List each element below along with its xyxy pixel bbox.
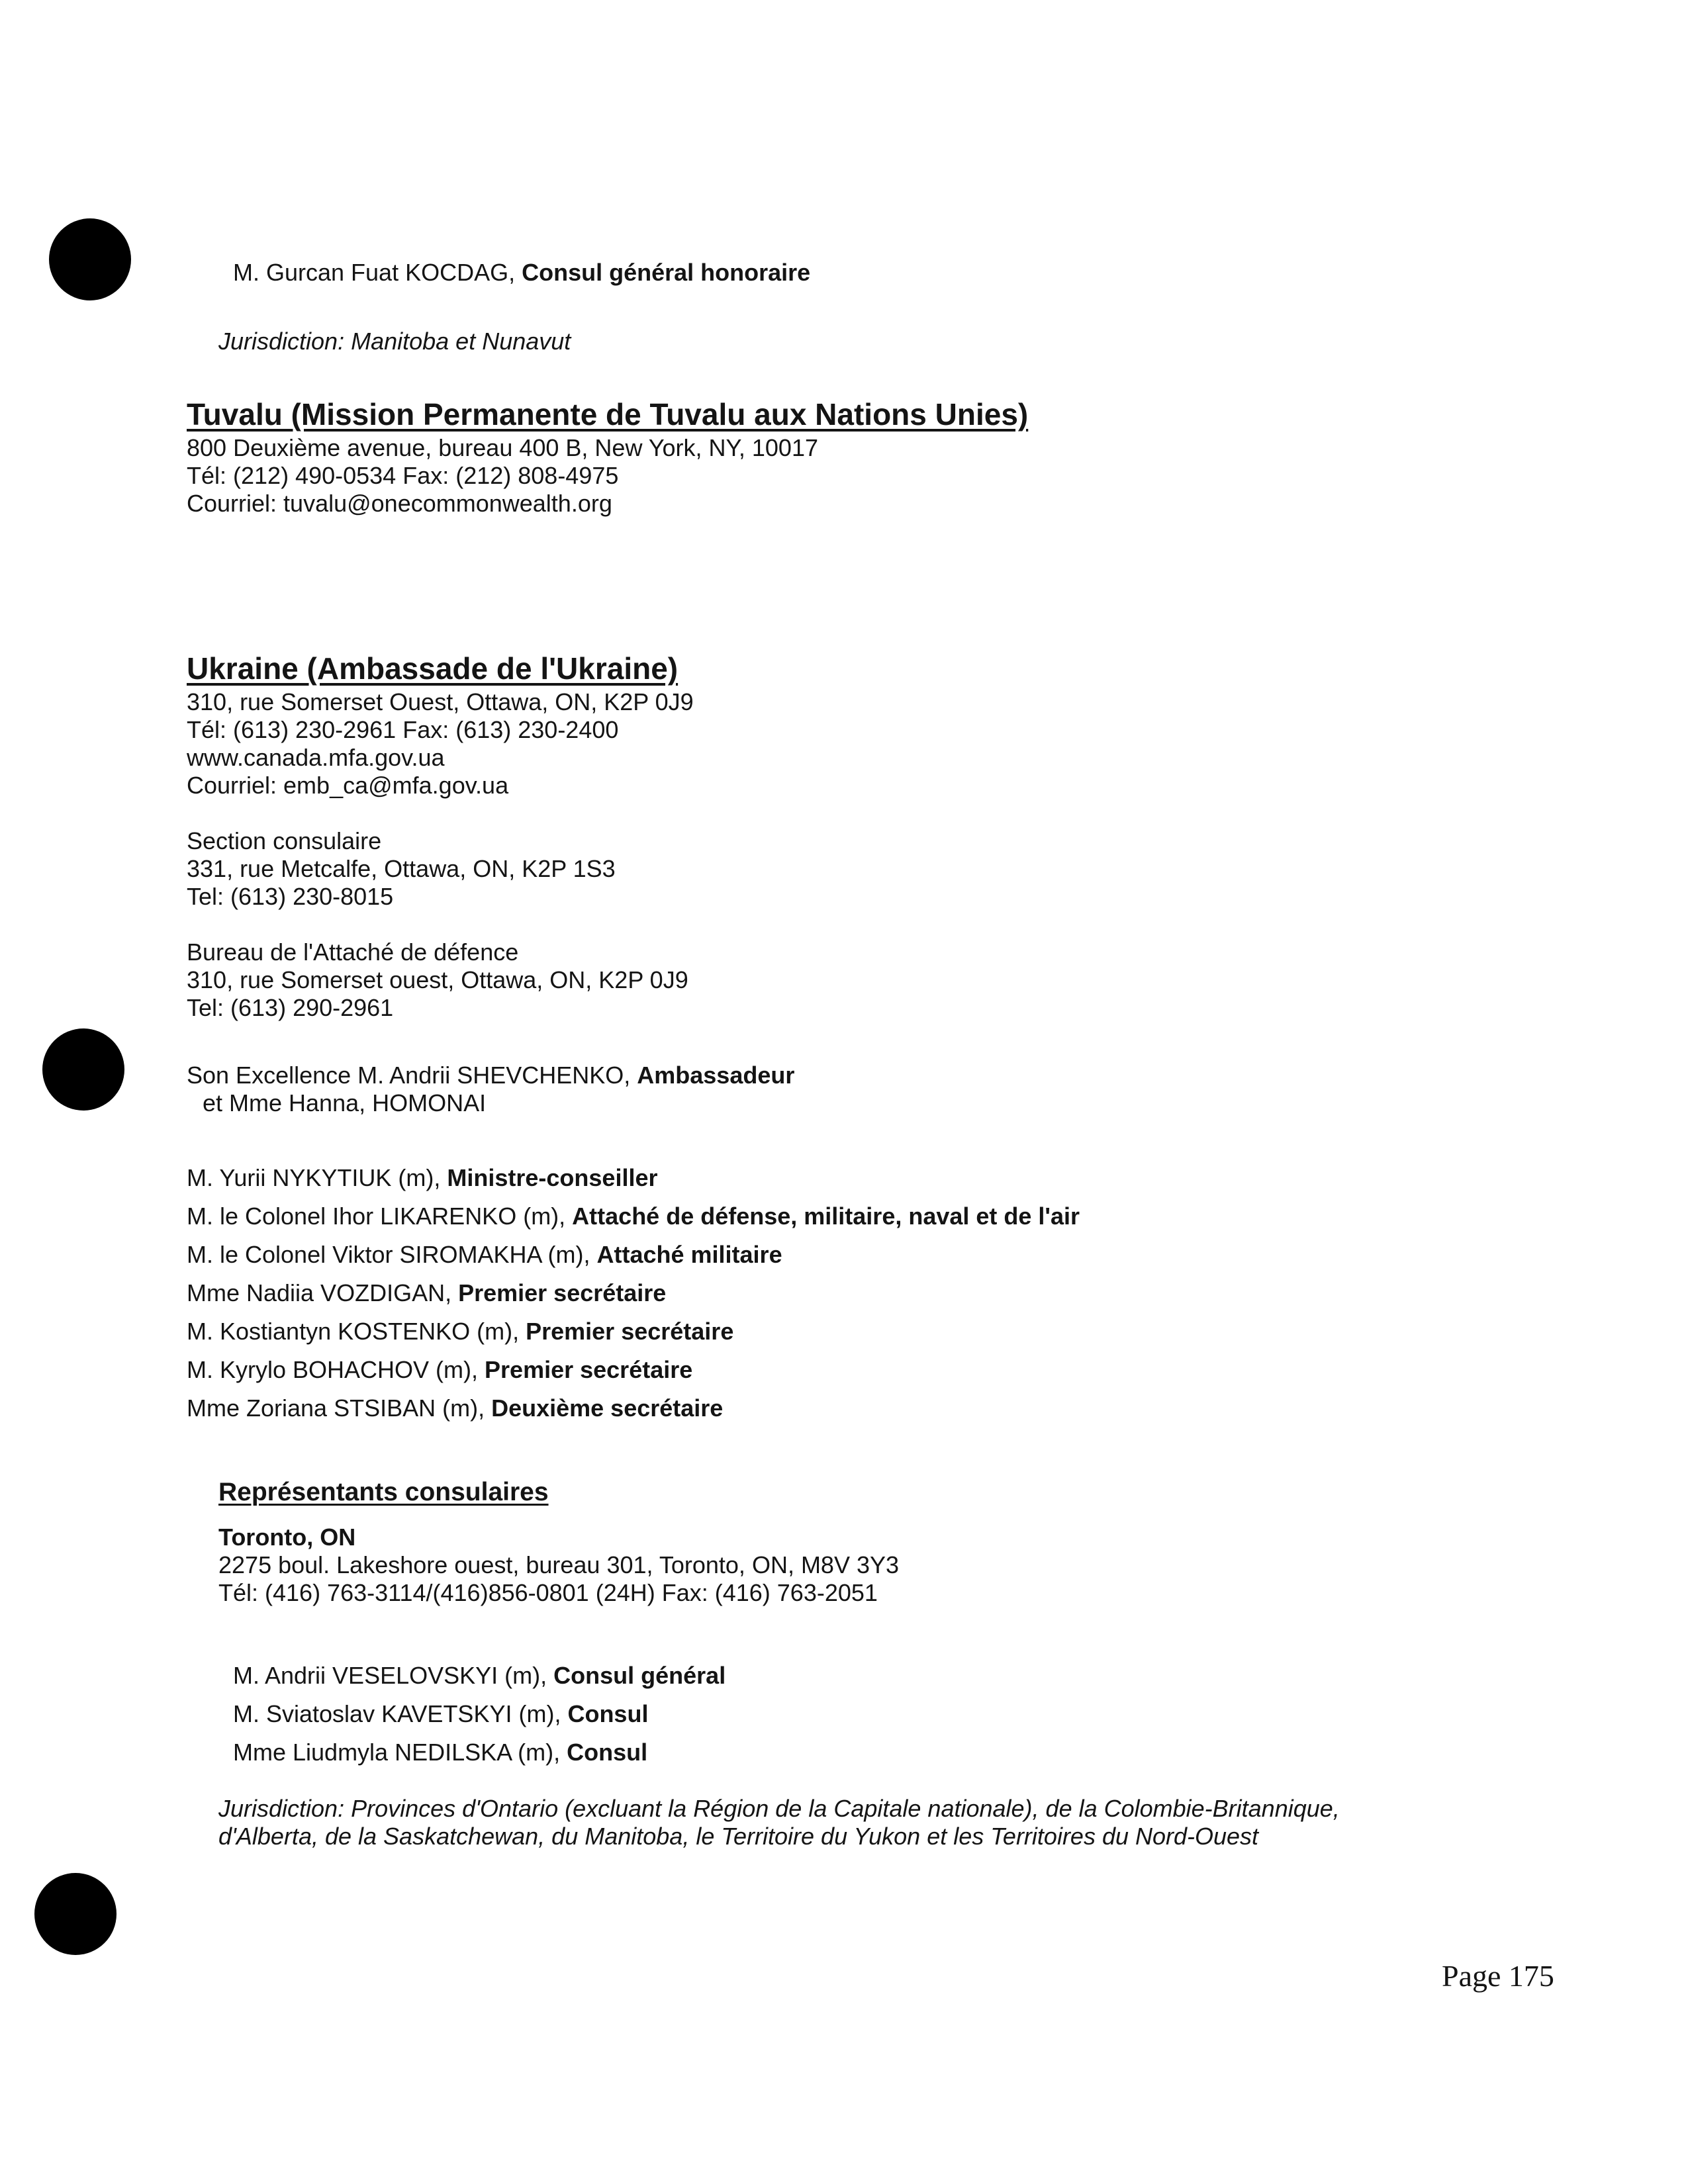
staff-name: M. Kostiantyn KOSTENKO (m),	[187, 1318, 526, 1345]
consular-section-address: 331, rue Metcalfe, Ottawa, ON, K2P 1S3	[187, 855, 616, 882]
ukraine-address-block	[187, 688, 694, 799]
ambassador-title: Ambassadeur	[637, 1062, 795, 1089]
defence-office-phone: Tel: (613) 290-2961	[187, 994, 394, 1021]
consular-reps-heading: Représentants consulaires	[218, 1478, 549, 1506]
staff-title: Attaché de défense, militaire, naval et de l'air	[572, 1203, 1080, 1230]
staff-name: M. Sviatoslav KAVETSKYI (m),	[233, 1700, 568, 1727]
staff-row	[187, 1356, 692, 1384]
staff-title: Attaché militaire	[596, 1241, 782, 1268]
staff-title: Consul	[567, 1739, 648, 1766]
ukraine-address: 310, rue Somerset Ouest, Ottawa, ON, K2P 0J9	[187, 688, 694, 715]
staff-title: Premier secrétaire	[526, 1318, 734, 1345]
staff-title: Premier secrétaire	[458, 1279, 667, 1306]
staff-title: Deuxième secrétaire	[491, 1394, 724, 1422]
consular-section-block	[187, 827, 616, 911]
consular-staff-row	[233, 1739, 647, 1766]
defence-office-title: Bureau de l'Attaché de défence	[187, 938, 519, 966]
consular-staff-row	[233, 1662, 726, 1690]
staff-title: Consul	[567, 1700, 649, 1727]
staff-name: M. Yurii NYKYTIUK (m),	[187, 1164, 447, 1191]
ukraine-email: Courriel: emb_ca@mfa.gov.ua	[187, 772, 509, 799]
staff-name: M. Andrii VESELOVSKYI (m),	[233, 1662, 554, 1689]
staff-name: M. le Colonel Viktor SIROMAKHA (m),	[187, 1241, 597, 1268]
consular-section-title: Section consulaire	[187, 827, 382, 854]
staff-row	[187, 1318, 733, 1345]
tuvalu-address-block	[187, 434, 818, 518]
toronto-city: Toronto, ON	[218, 1524, 356, 1551]
staff-row	[187, 1241, 782, 1269]
honorary-consul-line	[233, 259, 810, 287]
toronto-block	[218, 1524, 899, 1607]
toronto-phone: Tél: (416) 763-3114/(416)856-0801 (24H) Fax: (416) 763-2051	[218, 1579, 878, 1606]
staff-name: M. Kyrylo BOHACHOV (m),	[187, 1356, 485, 1383]
jurisdiction-manitoba: Jurisdiction: Manitoba et Nunavut	[218, 328, 571, 355]
ukraine-website: www.canada.mfa.gov.ua	[187, 744, 445, 771]
staff-row	[187, 1279, 666, 1307]
defence-office-address: 310, rue Somerset ouest, Ottawa, ON, K2P 0J9	[187, 966, 688, 993]
staff-name: Mme Zoriana STSIBAN (m),	[187, 1394, 492, 1422]
jurisdiction-line: Jurisdiction: Provinces d'Ontario (excluant la Région de la Capitale nationale), de la Colombie-Britannique,	[218, 1795, 1340, 1822]
staff-row	[187, 1394, 723, 1422]
staff-row	[187, 1164, 657, 1192]
consular-staff-row	[233, 1700, 648, 1728]
staff-title: Ministre-conseiller	[447, 1164, 658, 1191]
defence-office-block	[187, 938, 688, 1022]
ambassador-line	[187, 1062, 794, 1089]
ambassador-block	[187, 1062, 794, 1117]
tuvalu-email: Courriel: tuvalu@onecommonwealth.org	[187, 490, 612, 517]
tuvalu-address: 800 Deuxième avenue, bureau 400 B, New York, NY, 10017	[187, 434, 818, 461]
jurisdiction-line: d'Alberta, de la Saskatchewan, du Manitoba, le Territoire du Yukon et les Territoires du Nord-Ouest	[218, 1823, 1259, 1850]
staff-name: Mme Liudmyla NEDILSKA (m),	[233, 1739, 567, 1766]
tuvalu-phone: Tél: (212) 490-0534 Fax: (212) 808-4975	[187, 462, 619, 489]
punch-hole-bottom	[34, 1873, 117, 1955]
punch-hole-top	[49, 218, 131, 300]
ambassador-spouse: et Mme Hanna, HOMONAI	[203, 1089, 487, 1116]
staff-title: Consul général	[553, 1662, 726, 1689]
punch-hole-middle	[42, 1028, 124, 1111]
toronto-address: 2275 boul. Lakeshore ouest, bureau 301, Toronto, ON, M8V 3Y3	[218, 1551, 900, 1578]
toronto-jurisdiction	[218, 1795, 1340, 1850]
staff-title: Premier secrétaire	[485, 1356, 693, 1383]
person-name: M. Gurcan Fuat KOCDAG,	[233, 259, 522, 286]
staff-name: M. le Colonel Ihor LIKARENKO (m),	[187, 1203, 573, 1230]
tuvalu-heading: Tuvalu (Mission Permanente de Tuvalu aux Nations Unies)	[187, 397, 1029, 432]
staff-name: Mme Nadiia VOZDIGAN,	[187, 1279, 459, 1306]
ukraine-heading: Ukraine (Ambassade de l'Ukraine)	[187, 651, 679, 686]
staff-row	[187, 1203, 1080, 1230]
ukraine-phone: Tél: (613) 230-2961 Fax: (613) 230-2400	[187, 716, 619, 743]
ambassador-name: Son Excellence M. Andrii SHEVCHENKO,	[187, 1062, 637, 1089]
consular-section-phone: Tel: (613) 230-8015	[187, 883, 394, 910]
page-number: Page 175	[1442, 1959, 1554, 1993]
person-title: Consul général honoraire	[522, 259, 811, 286]
